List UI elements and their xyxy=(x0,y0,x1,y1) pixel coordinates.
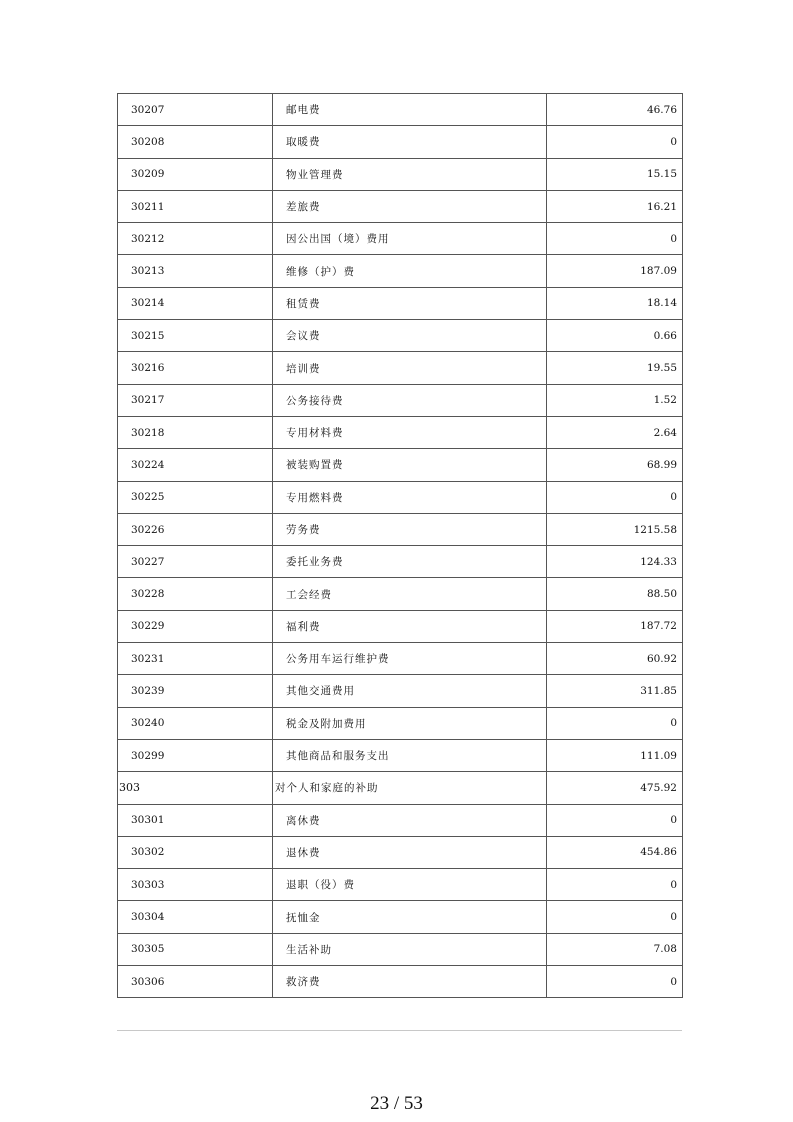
table-row xyxy=(118,804,683,836)
row-name: 被装购置费 xyxy=(273,449,547,481)
table-row xyxy=(118,287,683,319)
row-code: 30231 xyxy=(118,643,273,675)
row-amount: 454.86 xyxy=(547,836,683,868)
row-code: 30209 xyxy=(118,158,273,190)
row-code: 30227 xyxy=(118,546,273,578)
row-code: 30306 xyxy=(118,966,273,998)
page-number: 23 / 53 xyxy=(370,1093,423,1114)
row-code: 30208 xyxy=(118,126,273,158)
table-row xyxy=(118,707,683,739)
row-code: 30224 xyxy=(118,449,273,481)
row-name: 生活补助 xyxy=(273,933,547,965)
row-code: 30304 xyxy=(118,901,273,933)
row-name: 维修（护）费 xyxy=(273,255,547,287)
row-name: 税金及附加费用 xyxy=(273,707,547,739)
row-amount: 0.66 xyxy=(547,320,683,352)
row-code: 30213 xyxy=(118,255,273,287)
table-row xyxy=(118,449,683,481)
row-amount: 60.92 xyxy=(547,643,683,675)
row-amount: 0 xyxy=(547,966,683,998)
row-name: 其他商品和服务支出 xyxy=(273,739,547,771)
row-name: 委托业务费 xyxy=(273,546,547,578)
row-code: 30303 xyxy=(118,869,273,901)
row-amount: 16.21 xyxy=(547,190,683,222)
row-name: 福利费 xyxy=(273,610,547,642)
table-row xyxy=(118,578,683,610)
row-amount: 0 xyxy=(547,481,683,513)
row-code: 30301 xyxy=(118,804,273,836)
row-name: 公务用车运行维护费 xyxy=(273,643,547,675)
table-row xyxy=(118,94,683,126)
row-code: 30225 xyxy=(118,481,273,513)
row-name: 其他交通费用 xyxy=(273,675,547,707)
table-row xyxy=(118,481,683,513)
table-row xyxy=(118,933,683,965)
table-row xyxy=(118,223,683,255)
row-name: 救济费 xyxy=(273,966,547,998)
table-row xyxy=(118,643,683,675)
table-row xyxy=(118,739,683,771)
row-code: 30240 xyxy=(118,707,273,739)
table-row xyxy=(118,901,683,933)
row-amount: 111.09 xyxy=(547,739,683,771)
row-name: 因公出国（境）费用 xyxy=(273,223,547,255)
row-code: 30228 xyxy=(118,578,273,610)
row-amount: 187.09 xyxy=(547,255,683,287)
row-amount: 0 xyxy=(547,804,683,836)
row-name: 退休费 xyxy=(273,836,547,868)
row-amount: 0 xyxy=(547,869,683,901)
row-amount: 311.85 xyxy=(547,675,683,707)
row-name: 退职（役）费 xyxy=(273,869,547,901)
row-code: 30216 xyxy=(118,352,273,384)
row-amount: 1.52 xyxy=(547,384,683,416)
row-code: 30214 xyxy=(118,287,273,319)
row-name: 专用材料费 xyxy=(273,416,547,448)
row-code: 30226 xyxy=(118,513,273,545)
table-row xyxy=(118,772,683,804)
table-row xyxy=(118,255,683,287)
row-code: 303 xyxy=(118,772,273,804)
row-amount: 0 xyxy=(547,126,683,158)
row-code: 30207 xyxy=(118,94,273,126)
row-amount: 0 xyxy=(547,223,683,255)
row-amount: 7.08 xyxy=(547,933,683,965)
row-amount: 124.33 xyxy=(547,546,683,578)
table-row xyxy=(118,610,683,642)
table-body xyxy=(118,94,683,998)
row-amount: 475.92 xyxy=(547,772,683,804)
table-row xyxy=(118,546,683,578)
row-name: 培训费 xyxy=(273,352,547,384)
row-code: 30212 xyxy=(118,223,273,255)
table-row xyxy=(118,126,683,158)
row-name: 会议费 xyxy=(273,320,547,352)
row-code: 30239 xyxy=(118,675,273,707)
table-row xyxy=(118,190,683,222)
row-code: 30299 xyxy=(118,739,273,771)
row-name: 离休费 xyxy=(273,804,547,836)
row-amount: 88.50 xyxy=(547,578,683,610)
row-code: 30215 xyxy=(118,320,273,352)
table-row xyxy=(118,869,683,901)
row-amount: 187.72 xyxy=(547,610,683,642)
table-row xyxy=(118,416,683,448)
row-name: 对个人和家庭的补助 xyxy=(273,772,547,804)
row-name: 取暖费 xyxy=(273,126,547,158)
bottom-rule xyxy=(117,1030,682,1031)
row-name: 租赁费 xyxy=(273,287,547,319)
row-name: 专用燃料费 xyxy=(273,481,547,513)
table-row xyxy=(118,384,683,416)
row-amount: 0 xyxy=(547,901,683,933)
row-name: 差旅费 xyxy=(273,190,547,222)
row-code: 30218 xyxy=(118,416,273,448)
row-name: 邮电费 xyxy=(273,94,547,126)
row-amount: 18.14 xyxy=(547,287,683,319)
row-name: 抚恤金 xyxy=(273,901,547,933)
table-row xyxy=(118,352,683,384)
table-row xyxy=(118,320,683,352)
row-code: 30302 xyxy=(118,836,273,868)
row-amount: 19.55 xyxy=(547,352,683,384)
table-row xyxy=(118,513,683,545)
row-name: 公务接待费 xyxy=(273,384,547,416)
expenditure-table xyxy=(117,93,683,998)
row-code: 30305 xyxy=(118,933,273,965)
row-code: 30229 xyxy=(118,610,273,642)
table-row xyxy=(118,966,683,998)
row-amount: 46.76 xyxy=(547,94,683,126)
row-amount: 0 xyxy=(547,707,683,739)
table-row xyxy=(118,158,683,190)
row-code: 30217 xyxy=(118,384,273,416)
row-name: 劳务费 xyxy=(273,513,547,545)
row-amount: 1215.58 xyxy=(547,513,683,545)
row-code: 30211 xyxy=(118,190,273,222)
table-row xyxy=(118,675,683,707)
row-amount: 2.64 xyxy=(547,416,683,448)
row-name: 物业管理费 xyxy=(273,158,547,190)
row-amount: 68.99 xyxy=(547,449,683,481)
table-row xyxy=(118,836,683,868)
row-name: 工会经费 xyxy=(273,578,547,610)
row-amount: 15.15 xyxy=(547,158,683,190)
